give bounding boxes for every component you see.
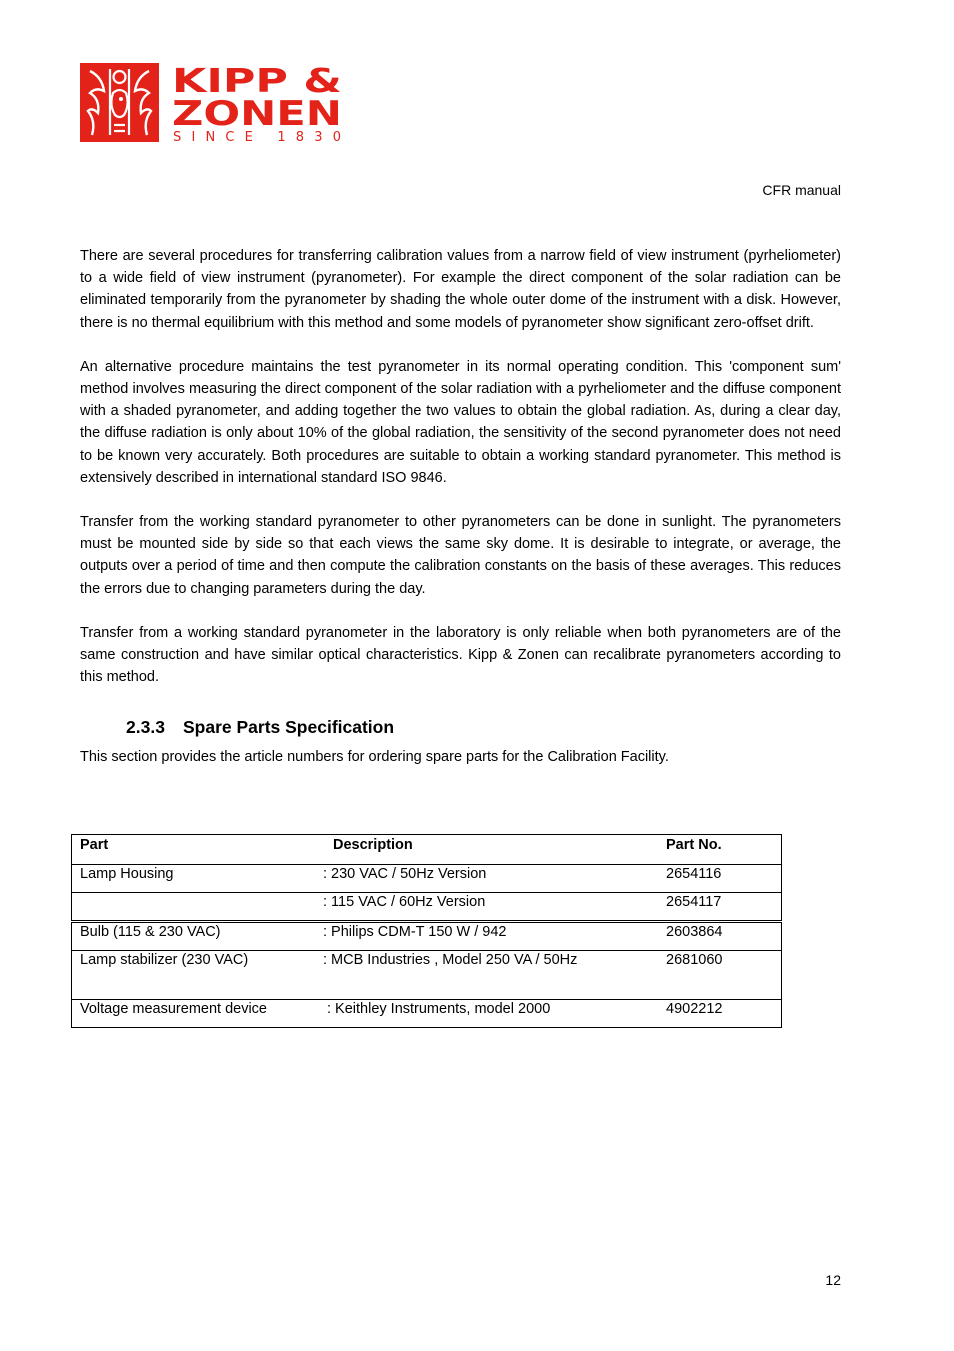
cell-part-no: 2603864: [666, 922, 782, 951]
header-part: Part: [72, 835, 324, 865]
cell-part: Bulb (115 & 230 VAC): [72, 922, 324, 951]
cell-description: : 230 VAC / 50Hz Version: [323, 865, 666, 893]
main-content: [80, 245, 841, 768]
table-row: [72, 865, 782, 893]
svg-text:ZONEN: ZONEN: [172, 94, 342, 134]
section-title: Spare Parts Specification: [183, 717, 395, 738]
cell-description: : 115 VAC / 60Hz Version: [323, 893, 666, 922]
header-part-no: Part No.: [666, 835, 782, 865]
page-number: 12: [825, 1272, 841, 1288]
cell-part: Lamp stabilizer (230 VAC): [72, 951, 324, 1000]
paragraph-3: Transfer from the working standard pyranometer to other pyranometers can be done in sunlight. The pyranometers must be mounted side by side so that each views the same sky dome. It is desirable to integrate, or average, the outputs over a period of time and then compute the calibration constants on the basis of these averages. This reduces the errors due to changing parameters during the day.: [80, 514, 841, 597]
paragraph-4: Transfer from a working standard pyranometer in the laboratory is only reliable when both pyranometers are of the same construction and have similar optical characteristics. Kipp & Zonen can recalibrate pyranometers according to this method.: [80, 624, 841, 686]
cell-part-no: 4902212: [666, 1000, 782, 1028]
table-row: [72, 893, 782, 922]
table-row: [72, 951, 782, 1000]
table-row: [72, 922, 782, 951]
cell-description: : Keithley Instruments, model 2000: [323, 1000, 666, 1028]
header-description: Description: [323, 835, 666, 865]
cell-description: : Philips CDM-T 150 W / 942: [323, 922, 666, 951]
kipp-zonen-logo: [80, 63, 342, 143]
kipp-zonen-wordmark: [172, 63, 344, 143]
cell-part-no: 2654116: [666, 865, 782, 893]
svg-text:SINCE 1830: SINCE 1830: [173, 130, 341, 143]
spare-parts-table: [71, 834, 782, 1028]
cell-part: Voltage measurement device: [72, 1000, 324, 1028]
cell-part-no: 2681060: [666, 951, 782, 1000]
section-intro: This section provides the article numbers for ordering spare parts for the Calibration Facility.: [80, 749, 669, 766]
kipp-zonen-emblem-icon: [80, 63, 159, 142]
cell-part: [72, 893, 324, 922]
section-number: 2.3.3: [126, 717, 165, 738]
section-heading: [126, 716, 841, 738]
svg-text:KIPP &: KIPP &: [172, 63, 342, 100]
cell-part: Lamp Housing: [72, 865, 324, 893]
cell-part-no: 2654117: [666, 893, 782, 922]
paragraph-2: An alternative procedure maintains the test pyranometer in its normal operating condition. This 'component sum' method involves measuring the direct component of the solar radiation with a pyrheliometer and the diffuse component with a shaded pyranometer, and adding together the two values to obtain the global radiation. As, during a clear day, the diffuse radiation is only about 10% of the global radiation, the sensitivity of the second pyranometer does not need to be known very accurately. Both procedures are suitable to obtain a working standard pyranometer. This method is extensively described in international standard ISO 9846.: [80, 358, 841, 486]
table-header-row: [72, 835, 782, 865]
cell-description: : MCB Industries , Model 250 VA / 50Hz: [323, 951, 666, 1000]
paragraph-1: There are several procedures for transferring calibration values from a narrow field of view instrument (pyrheliometer) to a wide field of view instrument (pyranometer). For example the direct component of the solar radiation can be eliminated temporarily from the pyranometer by shading the whole outer dome of the instrument with a disk. However, there is no thermal equilibrium with this method and some models of pyranometer show significant zero-offset drift.: [80, 248, 841, 331]
document-title: CFR manual: [762, 182, 841, 198]
table-row: [72, 1000, 782, 1028]
